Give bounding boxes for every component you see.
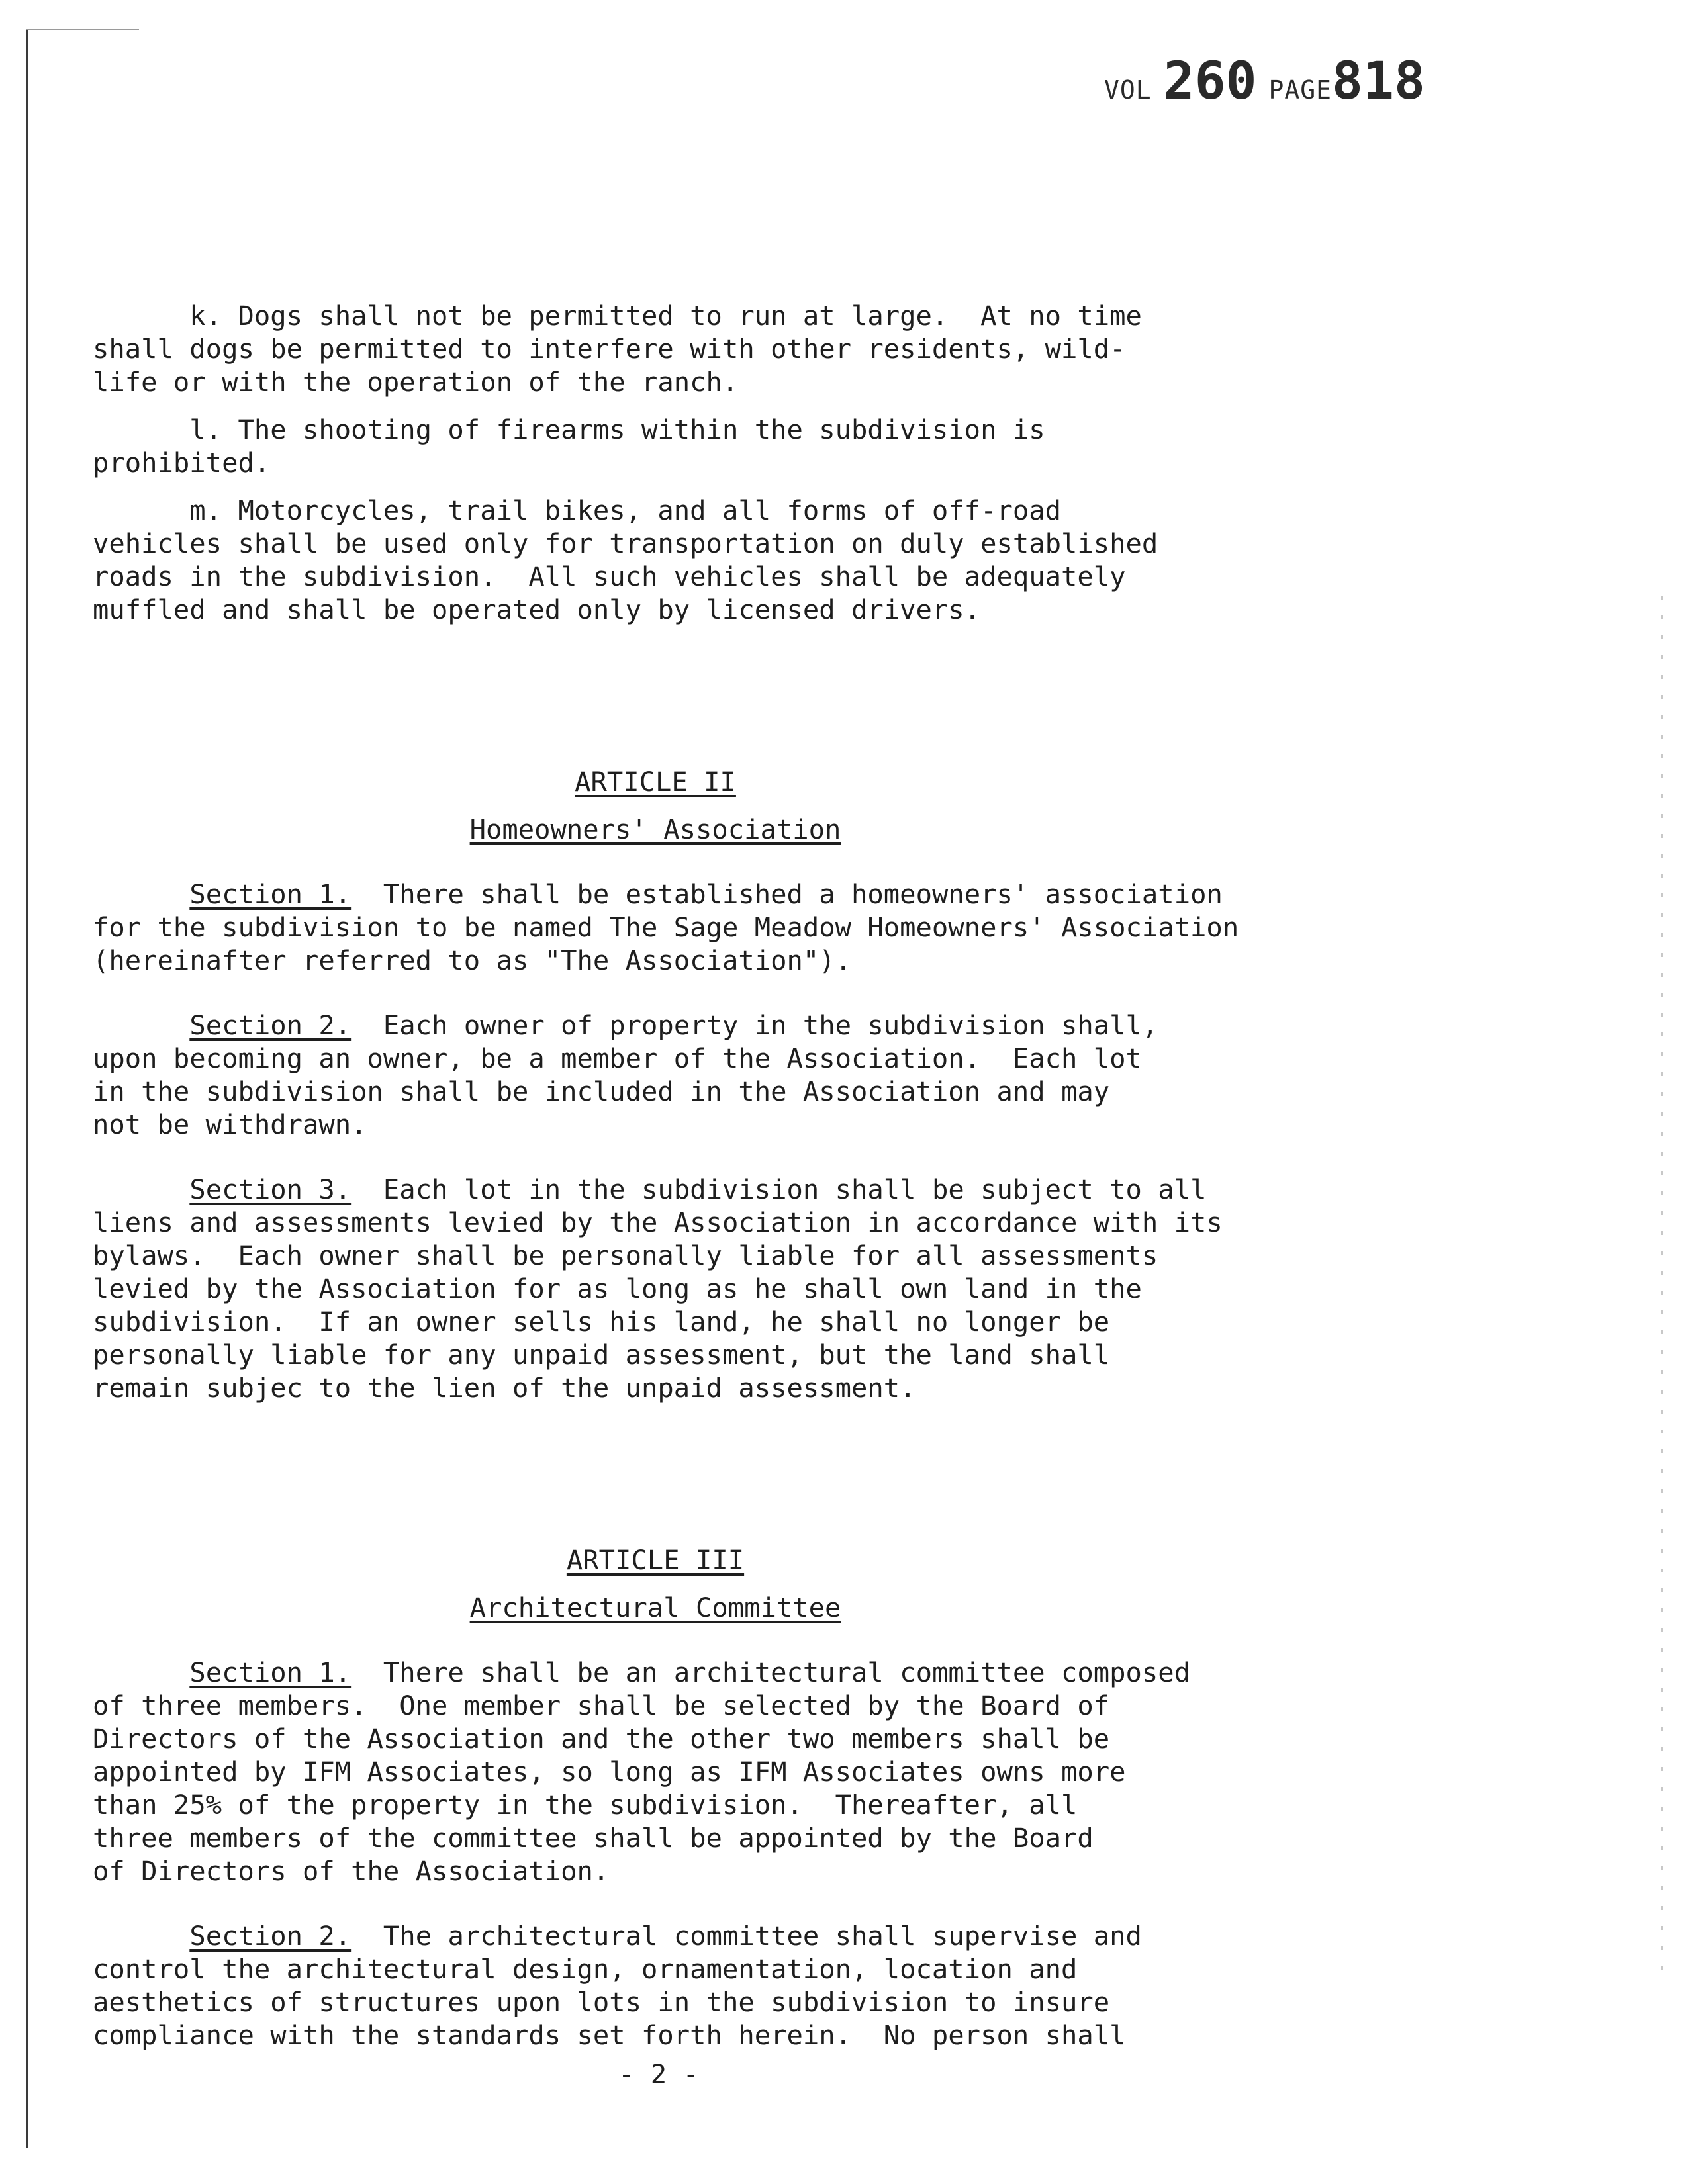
- section-paragraph: Section 2. Each owner of property in the subdivision shall, upon becoming an owner, be a member of the Association. Each lot in the subdivision shall be included in the Association and may not be withdrawn.: [93, 1009, 1158, 1140]
- page-label: PAGE: [1268, 75, 1333, 105]
- document-body: [93, 299, 1284, 2052]
- section-label: Section 3.: [189, 1173, 352, 1205]
- section-label: Section 2.: [189, 1009, 352, 1041]
- page-footer-number: - 2 -: [618, 2058, 699, 2090]
- recording-stamp: [1104, 52, 1425, 111]
- list-item: m. Motorcycles, trail bikes, and all forms of off-road vehicles shall be used only for transportation on duly established roads in the subdivision. All such vehicles shall be adequately muffled and shall be operated only by licensed drivers.: [93, 494, 1158, 625]
- vol-label: VOL: [1104, 75, 1152, 105]
- scan-edge-right: [1661, 596, 1663, 1985]
- section-label: Section 2.: [189, 1920, 352, 1952]
- list-item: k. Dogs shall not be permitted to run at large. At no time shall dogs be permitted to interfere with other residents, wild- life or with the operation of the ranch.: [93, 300, 1142, 398]
- section-paragraph: Section 1. There shall be an architectural committee composed of three members. One member shall be selected by the Board of Directors of the Association and the other two members shall be appointed by IFM Associates, so long as IFM Associates owns more than 25% of the property in the subdivision. Thereafter, all three members of the committee shall be appointed by the Board of Directors of the Association.: [93, 1657, 1191, 1887]
- list-item: l. The shooting of firearms within the subdivision is prohibited.: [93, 414, 1045, 478]
- article-subheading: Architectural Committee: [469, 1592, 841, 1623]
- section-label: Section 1.: [189, 878, 352, 910]
- article-heading: ARTICLE II: [575, 766, 736, 797]
- scan-edge-left: [26, 30, 28, 2148]
- section-label: Section 1.: [189, 1657, 352, 1688]
- section-paragraph: Section 1. There shall be established a homeowners' association for the subdivision to be named The Sage Meadow Homeowners' Association (hereinafter referred to as "The Association").: [93, 878, 1239, 976]
- vol-number: 260: [1163, 52, 1257, 111]
- section-paragraph: Section 2. The architectural committee shall supervise and control the architectural design, ornamentation, location and aesthetics of structures upon lots in the subdivision to insure compliance with the standards set forth herein. No person shall: [93, 1920, 1142, 2051]
- page-number-stamp: 818: [1332, 52, 1425, 111]
- section-paragraph: Section 3. Each lot in the subdivision shall be subject to all liens and assessments levied by the Association in accordance with its bylaws. Each owner shall be personally liable for all assessments levied by the Association for as long as he shall own land in the subdivision. If an owner sells his land, he shall no longer be personally liable for any unpaid assessment, but the land shall remain subjec to the lien of the unpaid assessment.: [93, 1173, 1223, 1404]
- scan-edge-top: [26, 29, 139, 30]
- article-subheading: Homeowners' Association: [469, 813, 841, 845]
- article-heading: ARTICLE III: [566, 1544, 745, 1576]
